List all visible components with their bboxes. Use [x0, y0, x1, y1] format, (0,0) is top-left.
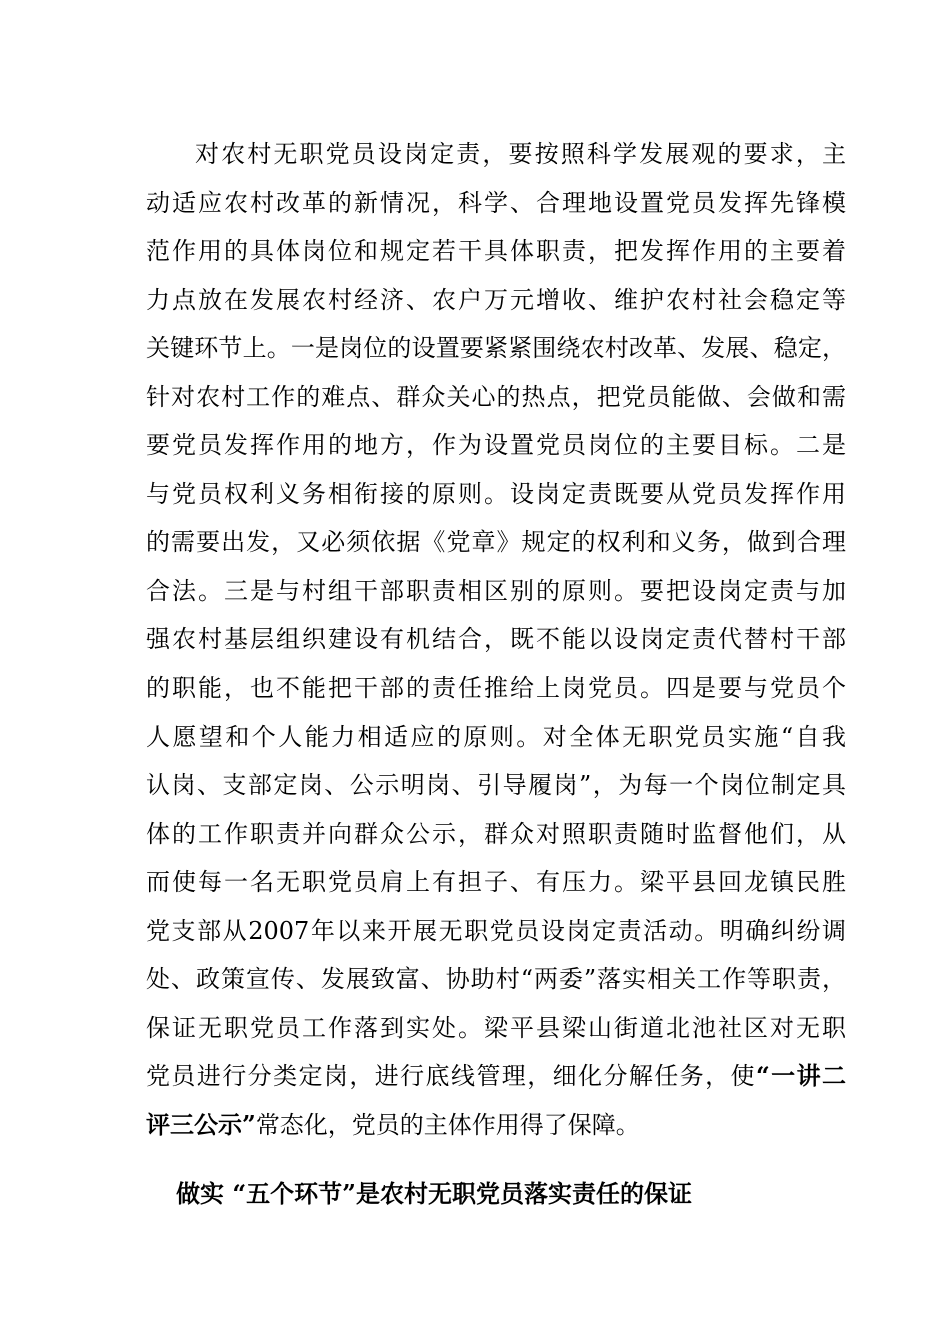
paragraph-line: 与党员权利义务相衔接的原则。设岗定责既要从党员发挥作用 [146, 479, 846, 508]
paragraph-line: 要党员发挥作用的地方，作为设置党员岗位的主要目标。二是 [146, 431, 846, 460]
paragraph-line: 的职能，也不能把干部的责任推给上岗党员。四是要与党员个 [146, 674, 846, 703]
line-text: 党员进行分类定岗，进行底线管理，细化分解任务，使 [146, 1062, 756, 1091]
line-text: 常态化，党员的主体作用得了保障。 [255, 1110, 640, 1139]
paragraph-line [146, 1052, 846, 1101]
paragraph-line: 范作用的具体岗位和规定若干具体职责，把发挥作用的主要着 [146, 237, 846, 266]
emphasized-text: “一讲二 [755, 1061, 847, 1091]
paragraph-line [146, 1101, 846, 1150]
paragraph-line: 体的工作职责并向群众公示，群众对照职责随时监督他们，从 [146, 819, 846, 848]
paragraph-line: 对农村无职党员设岗定责，要按照科学发展观的要求，主 [195, 140, 846, 168]
paragraph-line: 力点放在发展农村经济、农户万元增收、维护农村社会稳定等 [146, 285, 846, 314]
paragraph-line: 人愿望和个人能力相适应的原则。对全体无职党员实施“自我 [146, 722, 846, 751]
paragraph-line: 党支部从2007年以来开展无职党员设岗定责活动。明确纠纷调 [146, 916, 846, 945]
section-heading: 做实 “五个环节”是农村无职党员落实责任的保证 [176, 1179, 692, 1208]
paragraph-line: 处、政策宣传、发展致富、协助村“两委”落实相关工作等职责， [146, 965, 846, 994]
paragraph-line: 而使每一名无职党员肩上有担子、有压力。梁平县回龙镇民胜 [146, 868, 846, 897]
paragraph-line: 动适应农村改革的新情况，科学、合理地设置党员发挥先锋模 [146, 188, 846, 217]
paragraph-line: 关键环节上。一是岗位的设置要紧紧围绕农村改革、发展、稳定， [146, 334, 846, 363]
paragraph-line: 认岗、支部定岗、公示明岗、引导履岗”，为每一个岗位制定具 [146, 771, 846, 800]
paragraph-line: 保证无职党员工作落到实处。梁平县梁山街道北池社区对无职 [146, 1013, 846, 1042]
paragraph-line: 的需要出发，又必须依据《党章》规定的权利和义务，做到合理 [146, 528, 846, 557]
body-paragraph [146, 130, 846, 1149]
paragraph-line: 强农村基层组织建设有机结合，既不能以设岗定责代替村干部 [146, 625, 846, 654]
emphasized-text: 评三公示” [146, 1109, 256, 1139]
paragraph-line: 针对农村工作的难点、群众关心的热点，把党员能做、会做和需 [146, 382, 846, 411]
paragraph-line: 合法。三是与村组干部职责相区别的原则。要把设岗定责与加 [146, 576, 846, 605]
